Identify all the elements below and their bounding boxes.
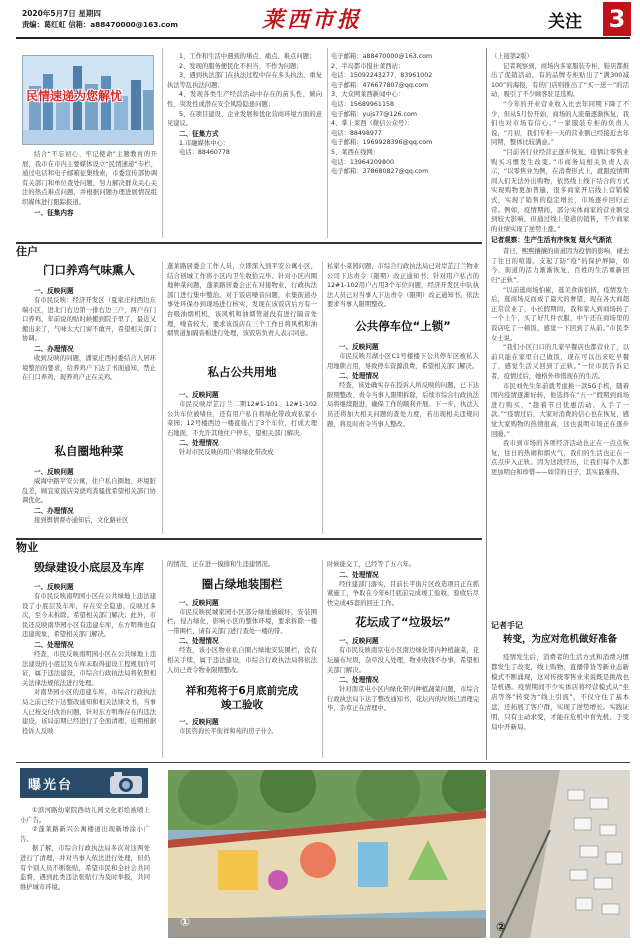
article-body: 经查，该小区物业私自圈占绿地安装围栏，没有相关手续，属于违法建设，市综合行政执法局将依法人员已责令物业限期整改。	[167, 647, 317, 674]
divider	[16, 762, 630, 763]
note-label: 记者手记	[491, 621, 523, 630]
exposure-text	[20, 806, 150, 938]
photo-stairwell-ads	[490, 770, 630, 938]
article-body: “我们小区门口的几家早餐店也都营业了，以前只能在家里自己做饭，现在可以出来吃早餐了，感觉生活又回到了正轨。”一位市民告诉记者，疫情过后，她格外珍惜现在的生活。	[491, 344, 629, 380]
contact-line: 电话：15092243277、83961002	[331, 72, 433, 80]
article-body: 收到反映的问题，潘家庄西村委结合人居环境整治的要求，给养鸡户下达了书面通知，禁止在门口养鸡，现养鸡户正在关鸡。	[22, 354, 156, 382]
section-rule	[16, 538, 482, 540]
article-continued	[327, 262, 479, 312]
contact-line: 5、莱西在线网：	[331, 148, 380, 156]
section-rule	[16, 242, 482, 244]
note-body: 疫情发生后，消费者的生活方式和消费习惯都发生了改变，线上购物、直播带货等新业态新模式不断涌现，这对传统零售业来说既是挑战也是机遇。疫情期间不少实体店将经营模式从“坐店等客”转变为“线上引流”，不仅守住了基本盘，还拓展了客户群，实现了逆势增长。实践证明，只有主动求变，才能在危机中育先机、于变局中开新局。	[491, 653, 629, 731]
intro-item-1: 1、工作和生活中遇到的堵点、痛点、难点问题；	[179, 53, 316, 60]
article-title: 祥和苑将于6月底前完成竣工验收	[185, 685, 299, 711]
article-body: 市民咨询长平街祥和苑的房子什么	[179, 728, 274, 735]
subheading: 二、处理情况	[179, 439, 219, 448]
subheading: 记者观察：生产生活有序恢复 烟火气渐浓	[491, 236, 612, 245]
subheading: 一、反映问题	[339, 637, 379, 646]
subheading: 二、处理情况	[339, 676, 379, 685]
contact-1-phone: 电话：88460778	[179, 149, 230, 157]
article-body: 经查，市民反映南明园小区在公共绿地上违法建设的小底层及车库未取得建设工程规划许可证，属于违法建设，市综合行政执法局将依照相关法律法规依法进行处理。	[22, 650, 156, 687]
article-body: 经查，该处确实存在投诉人所反映的问题，已下达限期整改、责令当事人限期拆除，后续市综合行政执法局将继续跟进，确保工作的顺利开展。下一步，执法人员还将加大相关问题的查处力度，若出现相关违规问题，将及时责令当事人整改。	[327, 382, 479, 428]
header-date: 2020年5月7日 星期四	[22, 9, 101, 18]
article-body: 昔日，熙熙攘攘的街道因为疫情的影响，褪去了往日的喧嚣。支起了防“疫”的保护屏障，如今，街道的活力渐渐恢复，百姓的生活重新回归“正轨”。	[491, 248, 629, 285]
subheading: 一、反映问题	[179, 391, 219, 399]
article-body: 的情况，正在进一摸排和生违建情况。	[167, 561, 275, 568]
article-chicken	[22, 262, 156, 438]
intro-body: 结合“不忘初心、牢记使命”主题教育的开展，我市在市内主要媒体设立“民情速递”专栏，通过电话和电子邮箱征集线索，市委宣传部协调有关部门和单位查处问题，努力解决群众关心关注的热点难点问题，并根据问题办理进展情况组织媒体进行跟踪报道。	[22, 151, 157, 206]
article-title: 花坛成了“垃圾坛”	[355, 615, 451, 630]
intro-item-4: 4、发现各类生产经营活动中存在的苗头性、倾向性、突发性或潜在安全风险隐患问题；	[167, 91, 322, 108]
article-body: 市民反映民城家园小区部分绿地被破坏，安装围栏，侵占绿化，影响小区的整体环境，要求拆除一楼一带围栏，请有关部门进行查处一楼的带。	[167, 608, 317, 635]
intro-heading-1: 一、征集内容	[34, 208, 74, 217]
intro-heading-2: 二、征集方式	[179, 129, 219, 138]
banner-title: 民情速递为您解忧	[26, 89, 123, 103]
article-body: 对南华园小区的违建车库，市综合行政执法局之前已经下达整改通知和相关法律文书，当事人已按交付改治问题，针对东方明珠存在的违法建设，该局前期已经进行了全面清理，近期根据投诉人反映	[22, 689, 156, 735]
stairwell-image	[490, 770, 630, 938]
subheading: 二、处理情况	[34, 640, 74, 649]
article-body: 时候能交工，已经等了五六年。	[327, 561, 416, 568]
contact-line: 电子邮箱：a88470000@163.com	[331, 53, 433, 60]
section-name: 关注	[548, 12, 582, 32]
exposure-banner	[20, 768, 148, 798]
article-body: 市民刘先生年前就考虑换一款5G手机，随着国内疫情逐渐好转，他选择在“五一”假期到商场进行购买，“趁着节日优惠活动，入手了一款。”“疫情过后，大家对消费的信心也在恢复，感觉大家购物的热情很高，这也说明市场正在逐步回暖。”	[491, 382, 629, 438]
article-xianghe	[167, 684, 317, 758]
article-body: 针对市民反映的用户将绿化带改成	[179, 449, 274, 457]
article-continued	[167, 262, 317, 362]
article-public-land	[167, 364, 317, 534]
article-body: 私家小菜园问题，市综合行政执法局已对岸芷汀兰物业公司下达责令（限期）改正通知书；针对用户私占的12#1-102用户占用3个车位问题，经济开发区中队执法人员已对当事人下达责令（限期）改正通知书，依法要求当事人限期整改。	[327, 263, 479, 309]
intro-item-3: 3、遇到执法部门在执法过程中存在多头执法、重复执法等乱执法问题；	[167, 72, 322, 89]
article-body: 我市到市场的各项经济活动也正在一点点恢复，往日的热闹和烟火气，我们的生活也正在一点点步入正轨。因为这段经历，让我们每个人都更加明白和珍惜——如常的日子，其实最难得。	[491, 440, 629, 476]
contact-line: 3、大众网莱西新闻中心：	[331, 91, 405, 99]
divider	[162, 262, 163, 534]
header	[0, 0, 640, 40]
exposure-body: 据了解，市综合行政执法局多次对这两处进行了清理，并对当事人依法进行处理，但仍有个别人员不断张贴，希望市民和全社会共同监督，遇到此类违法张贴行为及时举报，共同维护城市环境。	[20, 845, 150, 891]
contact-1-label: 1.市融媒体中心：	[179, 139, 230, 147]
subheading: 二、办理情况	[34, 506, 74, 515]
divider	[327, 48, 328, 238]
subheading: 二、处理情况	[339, 372, 379, 381]
photo-caption-2: ②蓬莱路新兴公寓楼道出现新增涂小广告。	[20, 826, 150, 843]
article-body: “今年的开业营业收入比去年同期下降了不少，但从5月份开始，商场的人流量逐渐恢复，我们也对市场有信心。”一家服装专柜的负责人说，“月初，我们专柜一天的营业额已经接近去年同期，整体比较满意。”	[491, 100, 629, 147]
article-vegetable-plot	[22, 443, 156, 535]
article-title: 毁绿建设小底层及车库	[34, 561, 144, 574]
article-body: 接到舆情督办通知后，文化路社区	[34, 516, 129, 524]
subheading: 一、反映问题	[34, 583, 74, 591]
article-body: 记者观察到，商场内多家服装专柜、鞋店都推出了促销活动，有的品牌专柜贴出了“满300减100”的海报，有的门店则推出了“买一送一”的活动，吸引了不少顾客驻足选购。	[491, 62, 629, 99]
article-fence	[167, 560, 317, 678]
right-column	[491, 52, 629, 612]
contact-line: 2、半岛都市报社莱西站：	[331, 62, 405, 70]
exposure-title: 曝光台	[28, 778, 74, 793]
intro-item-2: 2、发现的服务便民化不担当、不作为问题；	[179, 62, 303, 70]
exposure-panel	[16, 766, 156, 938]
banner-box	[22, 55, 154, 145]
subheading: 二、处理情况	[179, 637, 219, 646]
article-title: 圈占绿地装围栏	[201, 576, 283, 591]
photo-caption-1: ①滨河路幼家院西幼儿园文化彩绘被喷上小广告。	[20, 807, 150, 824]
article-body: “目前各行业经营正逐步恢复，疫情让零售业购买习惯发生改变。”市商务局相关负责人表示，“以零售业为例，在消费形式上，就跟疫情期间人们无法外出购物，依然线上线下结合的方式实现购物更加普遍，很多商家开启线上营销模式，实现了销售的稳定增长，市场逐步回归正常。例如，疫情期间，部分实体商家的营业额受到较大影响，但通过线上渠道的销售，不少商家的业绩实现了逆势上涨。”	[491, 148, 629, 233]
section-housing: 住户	[16, 245, 38, 258]
intro-item-5: 5、在项目建设、企业发展和优化营商环境方面的意见建议。	[167, 110, 322, 128]
reporter-note	[491, 620, 629, 760]
subheading: 二、处理情况	[339, 570, 379, 579]
contact-line: 电话：88498977	[331, 129, 382, 137]
header-rule	[16, 37, 630, 39]
contact-line: 电子邮箱：476677807@qq.com	[331, 81, 429, 89]
article-title: 私占公共用地	[207, 365, 277, 379]
photo-mural-wall	[168, 770, 486, 938]
article-body: 有市民反映南明园小区在公共绿地上违法建设了小底层及车库，存在安全隐患，反映过多次，至今未拆除。希望相关部门解决；此外，市民还反映南华园小区有违建车库，东方明珠也有违建现象，希望相关部门解决。	[22, 593, 156, 639]
contact-line: 电子邮箱：1969928396@qq.com	[331, 139, 433, 147]
subheading: 二、办理情况	[34, 344, 74, 353]
divider	[162, 560, 163, 758]
article-body: “以前逛商场怕累，逛美食街怕挤，疫情发生后，逛商场反而成了最大的奢望，现在各大商超正常营业了，小长假期间，我和家人到商场转了一个上午，买了好几件衣服，中午还在商场里的饭店吃了一顿饭，感觉一下回到了从前。”市民李女士说。	[491, 286, 629, 342]
article-illegal-garage	[22, 560, 156, 758]
section-property: 物业	[16, 541, 38, 554]
camera-icon	[106, 769, 146, 797]
subheading: 一、反映问题	[179, 718, 219, 726]
article-title: 门口养鸡气味熏人	[43, 263, 135, 277]
article-title: 私自圈地种菜	[54, 444, 124, 458]
header-editor: 责编：葛红虹 信箱：a88470000@163.com	[22, 20, 178, 29]
subheading: 一、反映问题	[339, 343, 379, 351]
intro-text	[22, 150, 157, 242]
subheading: 一、反映问题	[34, 287, 74, 295]
photo-number: ①	[180, 915, 191, 929]
article-parking-lock	[327, 318, 479, 534]
article-body: 市民反映岸芷汀兰二期12#1-101、12#1-102公共车位被堵住，还有用户私自将绿化带改成私家小菜园；12号楼西边一楼直接占了3个车位，打成大理石地面，不允许其他住户停车，望相关部门解决。	[167, 401, 317, 437]
divider	[486, 48, 487, 760]
contact-line: 4、掌上莱西（微信公众号）：	[331, 120, 414, 128]
divider	[322, 560, 323, 758]
note-title: 转变，为应对危机做好准备	[502, 634, 617, 645]
contact-line: 电子邮箱：yujs77@126.com	[331, 110, 418, 118]
intro-items	[167, 52, 322, 237]
contact-line: 电子邮箱：378680827@qq.com	[331, 168, 429, 176]
masthead: 莱西市报	[262, 7, 363, 33]
article-title: 公共停车位“上锁”	[355, 319, 451, 333]
subheading: 一、反映问题	[34, 468, 74, 476]
article-body: 经住建部门落实，目前长平街片区改造项目正在抓紧施工，争取在今年6月底前完成竣工验收，验收后尽快完成45套的回迁工作。	[327, 580, 479, 607]
page-number: 3	[603, 2, 631, 36]
photo-number: ②	[496, 920, 507, 934]
article-body: 有市民反映：经济开发区（夏家庄村西边东端小区，进北门右边第一排右边三户，两户在门口养鸡，年前说的贴时候搬到院子里了，最近又搬出来了，气味太大门窗不敢开，希望相关部门协调。	[22, 297, 156, 343]
wall-mural-image	[168, 770, 486, 938]
contact-line: 电话：15689961158	[331, 100, 394, 108]
article-flowerbed	[327, 560, 479, 758]
contact-list	[331, 52, 481, 237]
article-body: 蓬莱路居委会工作人员，立即深入到平安公寓小区，结合创城工作将小区内卫生收拾完毕。针对小区内圈地种菜问题，蓬莱路居委会正在对接物业，行政执法部门进行集中整治。对于饭店噪音问题，水集街道办事处环保办到现场进行核实，发现在该饭店后方有一台吸油烟机机，该风机和油烟管道没有进行隔音处理，噪音较大，要求该饭店在三个工作日将风机和油烟管道加隔音棉进行处理，该饭店负责人表示同意。	[167, 263, 317, 338]
article-body: 有市民反映南京屯小区南边绿化带内种植蔬菜，花坛遍布垃圾，杂草没人处理，物业收钱不办事，希望相关部门解决。	[327, 647, 479, 674]
divider	[162, 48, 163, 238]
divider	[322, 262, 323, 534]
article-body: 威海中路平安公寓，住户私自圈地、环境脏乱差，顾宜家饭店旁烧鸡粪骚扰希望相关部门协调优化。	[22, 478, 156, 505]
contact-line: 电话：13964209800	[331, 158, 394, 166]
continued-note: （上接第2版）	[491, 53, 533, 60]
article-body: 市民反映月湖小区C1号楼楼下公共停车区被私人用地锁占用，导致停车资源浪费，希望相关部门解决。	[327, 353, 479, 370]
subheading: 一、反映问题	[179, 598, 219, 607]
article-body: 针对南京屯小区内绿化带内种植蔬菜问题，市综合行政执法局下达了整改通知书，花坛内的垃圾已清理完毕，杂草正在清理中。	[327, 686, 479, 713]
